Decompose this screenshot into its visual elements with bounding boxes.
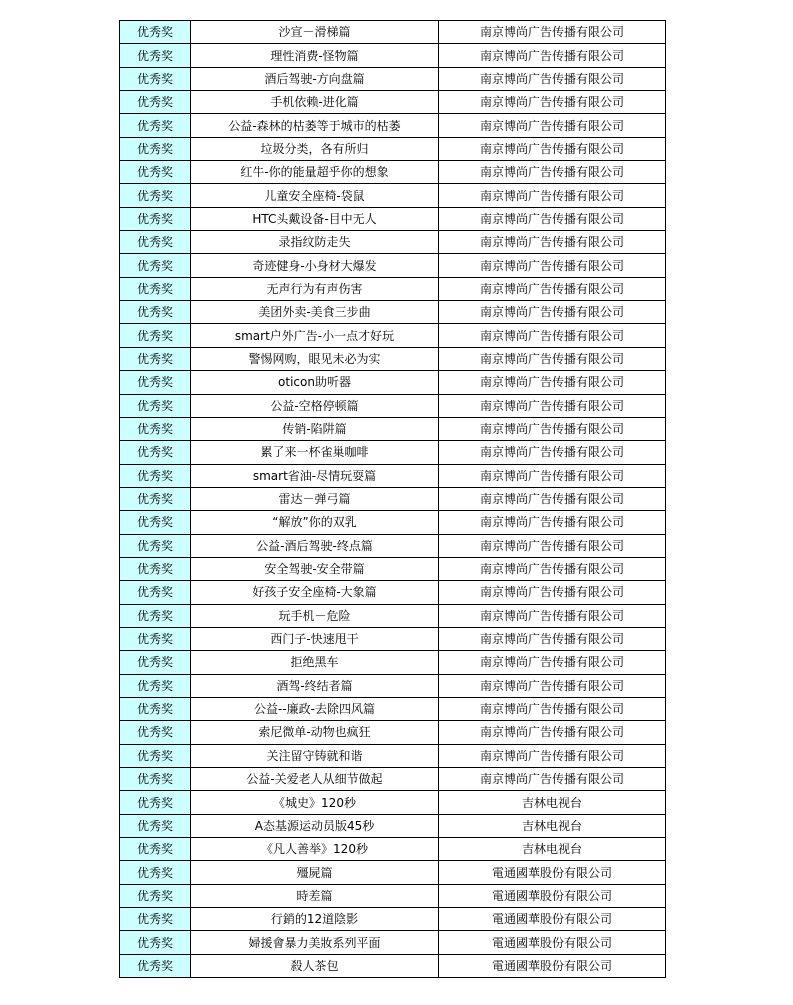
award-cell: 优秀奖 — [120, 954, 191, 977]
title-cell: 西门子-快速甩干 — [191, 627, 439, 650]
title-cell: 理性消费-怪物篇 — [191, 44, 439, 67]
title-cell: 沙宣－滑梯篇 — [191, 21, 439, 44]
company-cell: 南京博尚广告传播有限公司 — [439, 21, 666, 44]
company-cell: 南京博尚广告传播有限公司 — [439, 277, 666, 300]
table-row — [120, 954, 666, 977]
company-cell: 吉林电视台 — [439, 814, 666, 837]
table-row — [120, 674, 666, 697]
company-cell: 南京博尚广告传播有限公司 — [439, 744, 666, 767]
title-cell: 《城史》120秒 — [191, 791, 439, 814]
table-row — [120, 184, 666, 207]
table-row — [120, 534, 666, 557]
title-cell: 《凡人善举》120秒 — [191, 838, 439, 861]
title-cell: 索尼微单-动物也疯狂 — [191, 721, 439, 744]
company-cell: 南京博尚广告传播有限公司 — [439, 557, 666, 580]
title-cell: 行銷的12道陰影 — [191, 908, 439, 931]
award-cell: 优秀奖 — [120, 581, 191, 604]
title-cell: “解放”你的双乳 — [191, 511, 439, 534]
table-row — [120, 231, 666, 254]
awards-table-body — [120, 21, 666, 978]
award-cell: 优秀奖 — [120, 21, 191, 44]
title-cell: smart省油-尽情玩耍篇 — [191, 464, 439, 487]
award-cell: 优秀奖 — [120, 557, 191, 580]
title-cell: 奇迹健身-小身材大爆发 — [191, 254, 439, 277]
table-row — [120, 861, 666, 884]
table-row — [120, 581, 666, 604]
table-row — [120, 324, 666, 347]
table-row — [120, 21, 666, 44]
award-cell: 优秀奖 — [120, 838, 191, 861]
table-row — [120, 791, 666, 814]
table-row — [120, 277, 666, 300]
company-cell: 南京博尚广告传播有限公司 — [439, 44, 666, 67]
title-cell: 殭屍篇 — [191, 861, 439, 884]
company-cell: 南京博尚广告传播有限公司 — [439, 581, 666, 604]
title-cell: 雷达－弹弓篇 — [191, 487, 439, 510]
title-cell: 录指纹防走失 — [191, 231, 439, 254]
company-cell: 南京博尚广告传播有限公司 — [439, 441, 666, 464]
company-cell: 南京博尚广告传播有限公司 — [439, 768, 666, 791]
table-row — [120, 838, 666, 861]
award-cell: 优秀奖 — [120, 697, 191, 720]
table-row — [120, 347, 666, 370]
company-cell: 南京博尚广告传播有限公司 — [439, 394, 666, 417]
table-row — [120, 207, 666, 230]
table-row — [120, 511, 666, 534]
award-cell: 优秀奖 — [120, 908, 191, 931]
award-cell: 优秀奖 — [120, 814, 191, 837]
award-cell: 优秀奖 — [120, 604, 191, 627]
table-row — [120, 814, 666, 837]
company-cell: 南京博尚广告传播有限公司 — [439, 137, 666, 160]
table-row — [120, 627, 666, 650]
company-cell: 南京博尚广告传播有限公司 — [439, 301, 666, 324]
award-cell: 优秀奖 — [120, 768, 191, 791]
table-row — [120, 697, 666, 720]
title-cell: 公益-森林的枯萎等于城市的枯萎 — [191, 114, 439, 137]
company-cell: 南京博尚广告传播有限公司 — [439, 534, 666, 557]
table-row — [120, 161, 666, 184]
title-cell: 无声行为有声伤害 — [191, 277, 439, 300]
award-cell: 优秀奖 — [120, 137, 191, 160]
table-row — [120, 487, 666, 510]
table-row — [120, 301, 666, 324]
table-row — [120, 394, 666, 417]
company-cell: 南京博尚广告传播有限公司 — [439, 417, 666, 440]
award-cell: 优秀奖 — [120, 324, 191, 347]
award-cell: 优秀奖 — [120, 417, 191, 440]
company-cell: 南京博尚广告传播有限公司 — [439, 487, 666, 510]
award-cell: 优秀奖 — [120, 721, 191, 744]
company-cell: 南京博尚广告传播有限公司 — [439, 697, 666, 720]
title-cell: A态基源运动员版45秒 — [191, 814, 439, 837]
company-cell: 南京博尚广告传播有限公司 — [439, 324, 666, 347]
title-cell: 拒绝黑车 — [191, 651, 439, 674]
table-row — [120, 744, 666, 767]
award-cell: 优秀奖 — [120, 627, 191, 650]
company-cell: 南京博尚广告传播有限公司 — [439, 464, 666, 487]
table-row — [120, 441, 666, 464]
table-row — [120, 417, 666, 440]
award-cell: 优秀奖 — [120, 371, 191, 394]
company-cell: 南京博尚广告传播有限公司 — [439, 231, 666, 254]
award-cell: 优秀奖 — [120, 114, 191, 137]
title-cell: 時差篇 — [191, 884, 439, 907]
award-cell: 优秀奖 — [120, 861, 191, 884]
table-row — [120, 604, 666, 627]
company-cell: 南京博尚广告传播有限公司 — [439, 347, 666, 370]
title-cell: 关注留守铸就和谐 — [191, 744, 439, 767]
award-cell: 优秀奖 — [120, 651, 191, 674]
table-row — [120, 44, 666, 67]
company-cell: 電通國華股份有限公司 — [439, 861, 666, 884]
company-cell: 南京博尚广告传播有限公司 — [439, 651, 666, 674]
title-cell: 安全驾驶-安全带篇 — [191, 557, 439, 580]
title-cell: 公益-酒后驾驶-终点篇 — [191, 534, 439, 557]
title-cell: 传销-陷阱篇 — [191, 417, 439, 440]
table-row — [120, 651, 666, 674]
table-row — [120, 371, 666, 394]
title-cell: HTC头戴设备-目中无人 — [191, 207, 439, 230]
company-cell: 電通國華股份有限公司 — [439, 884, 666, 907]
award-cell: 优秀奖 — [120, 254, 191, 277]
table-row — [120, 768, 666, 791]
award-cell: 优秀奖 — [120, 301, 191, 324]
title-cell: 公益-关爱老人从细节做起 — [191, 768, 439, 791]
company-cell: 南京博尚广告传播有限公司 — [439, 604, 666, 627]
title-cell: 红牛-你的能量超乎你的想象 — [191, 161, 439, 184]
company-cell: 南京博尚广告传播有限公司 — [439, 114, 666, 137]
title-cell: 垃圾分类，各有所归 — [191, 137, 439, 160]
title-cell: 警惕网购，眼见未必为实 — [191, 347, 439, 370]
award-cell: 优秀奖 — [120, 67, 191, 90]
award-cell: 优秀奖 — [120, 394, 191, 417]
title-cell: 殺人茶包 — [191, 954, 439, 977]
title-cell: oticon助听器 — [191, 371, 439, 394]
table-row — [120, 91, 666, 114]
award-cell: 优秀奖 — [120, 674, 191, 697]
award-cell: 优秀奖 — [120, 231, 191, 254]
title-cell: 玩手机－危险 — [191, 604, 439, 627]
table-row — [120, 884, 666, 907]
company-cell: 南京博尚广告传播有限公司 — [439, 674, 666, 697]
title-cell: 酒驾-终结者篇 — [191, 674, 439, 697]
table-row — [120, 67, 666, 90]
award-cell: 优秀奖 — [120, 91, 191, 114]
award-cell: 优秀奖 — [120, 441, 191, 464]
title-cell: 儿童安全座椅-袋鼠 — [191, 184, 439, 207]
award-cell: 优秀奖 — [120, 791, 191, 814]
award-cell: 优秀奖 — [120, 464, 191, 487]
award-cell: 优秀奖 — [120, 534, 191, 557]
award-cell: 优秀奖 — [120, 884, 191, 907]
company-cell: 南京博尚广告传播有限公司 — [439, 91, 666, 114]
company-cell: 南京博尚广告传播有限公司 — [439, 511, 666, 534]
table-row — [120, 908, 666, 931]
company-cell: 南京博尚广告传播有限公司 — [439, 627, 666, 650]
award-cell: 优秀奖 — [120, 347, 191, 370]
title-cell: 公益-空格停顿篇 — [191, 394, 439, 417]
table-row — [120, 114, 666, 137]
company-cell: 南京博尚广告传播有限公司 — [439, 161, 666, 184]
company-cell: 吉林电视台 — [439, 838, 666, 861]
company-cell: 南京博尚广告传播有限公司 — [439, 207, 666, 230]
company-cell: 南京博尚广告传播有限公司 — [439, 721, 666, 744]
award-cell: 优秀奖 — [120, 744, 191, 767]
company-cell: 南京博尚广告传播有限公司 — [439, 371, 666, 394]
award-cell: 优秀奖 — [120, 161, 191, 184]
table-row — [120, 137, 666, 160]
title-cell: 酒后驾驶-方向盘篇 — [191, 67, 439, 90]
title-cell: 好孩子安全座椅-大象篇 — [191, 581, 439, 604]
company-cell: 電通國華股份有限公司 — [439, 954, 666, 977]
company-cell: 吉林电视台 — [439, 791, 666, 814]
award-cell: 优秀奖 — [120, 511, 191, 534]
title-cell: 手机依赖-进化篇 — [191, 91, 439, 114]
title-cell: 婦援會暴力美妝系列平面 — [191, 931, 439, 954]
table-row — [120, 254, 666, 277]
title-cell: smart户外广告-小一点才好玩 — [191, 324, 439, 347]
title-cell: 累了来一杯雀巢咖啡 — [191, 441, 439, 464]
table-row — [120, 721, 666, 744]
award-cell: 优秀奖 — [120, 931, 191, 954]
company-cell: 南京博尚广告传播有限公司 — [439, 254, 666, 277]
award-cell: 优秀奖 — [120, 487, 191, 510]
title-cell: 公益--廉政-去除四风篇 — [191, 697, 439, 720]
table-row — [120, 464, 666, 487]
award-cell: 优秀奖 — [120, 207, 191, 230]
awards-table — [119, 20, 666, 978]
company-cell: 南京博尚广告传播有限公司 — [439, 184, 666, 207]
award-cell: 优秀奖 — [120, 277, 191, 300]
award-cell: 优秀奖 — [120, 184, 191, 207]
award-cell: 优秀奖 — [120, 44, 191, 67]
company-cell: 電通國華股份有限公司 — [439, 908, 666, 931]
company-cell: 南京博尚广告传播有限公司 — [439, 67, 666, 90]
title-cell: 美团外卖-美食三步曲 — [191, 301, 439, 324]
table-row — [120, 931, 666, 954]
company-cell: 電通國華股份有限公司 — [439, 931, 666, 954]
table-row — [120, 557, 666, 580]
